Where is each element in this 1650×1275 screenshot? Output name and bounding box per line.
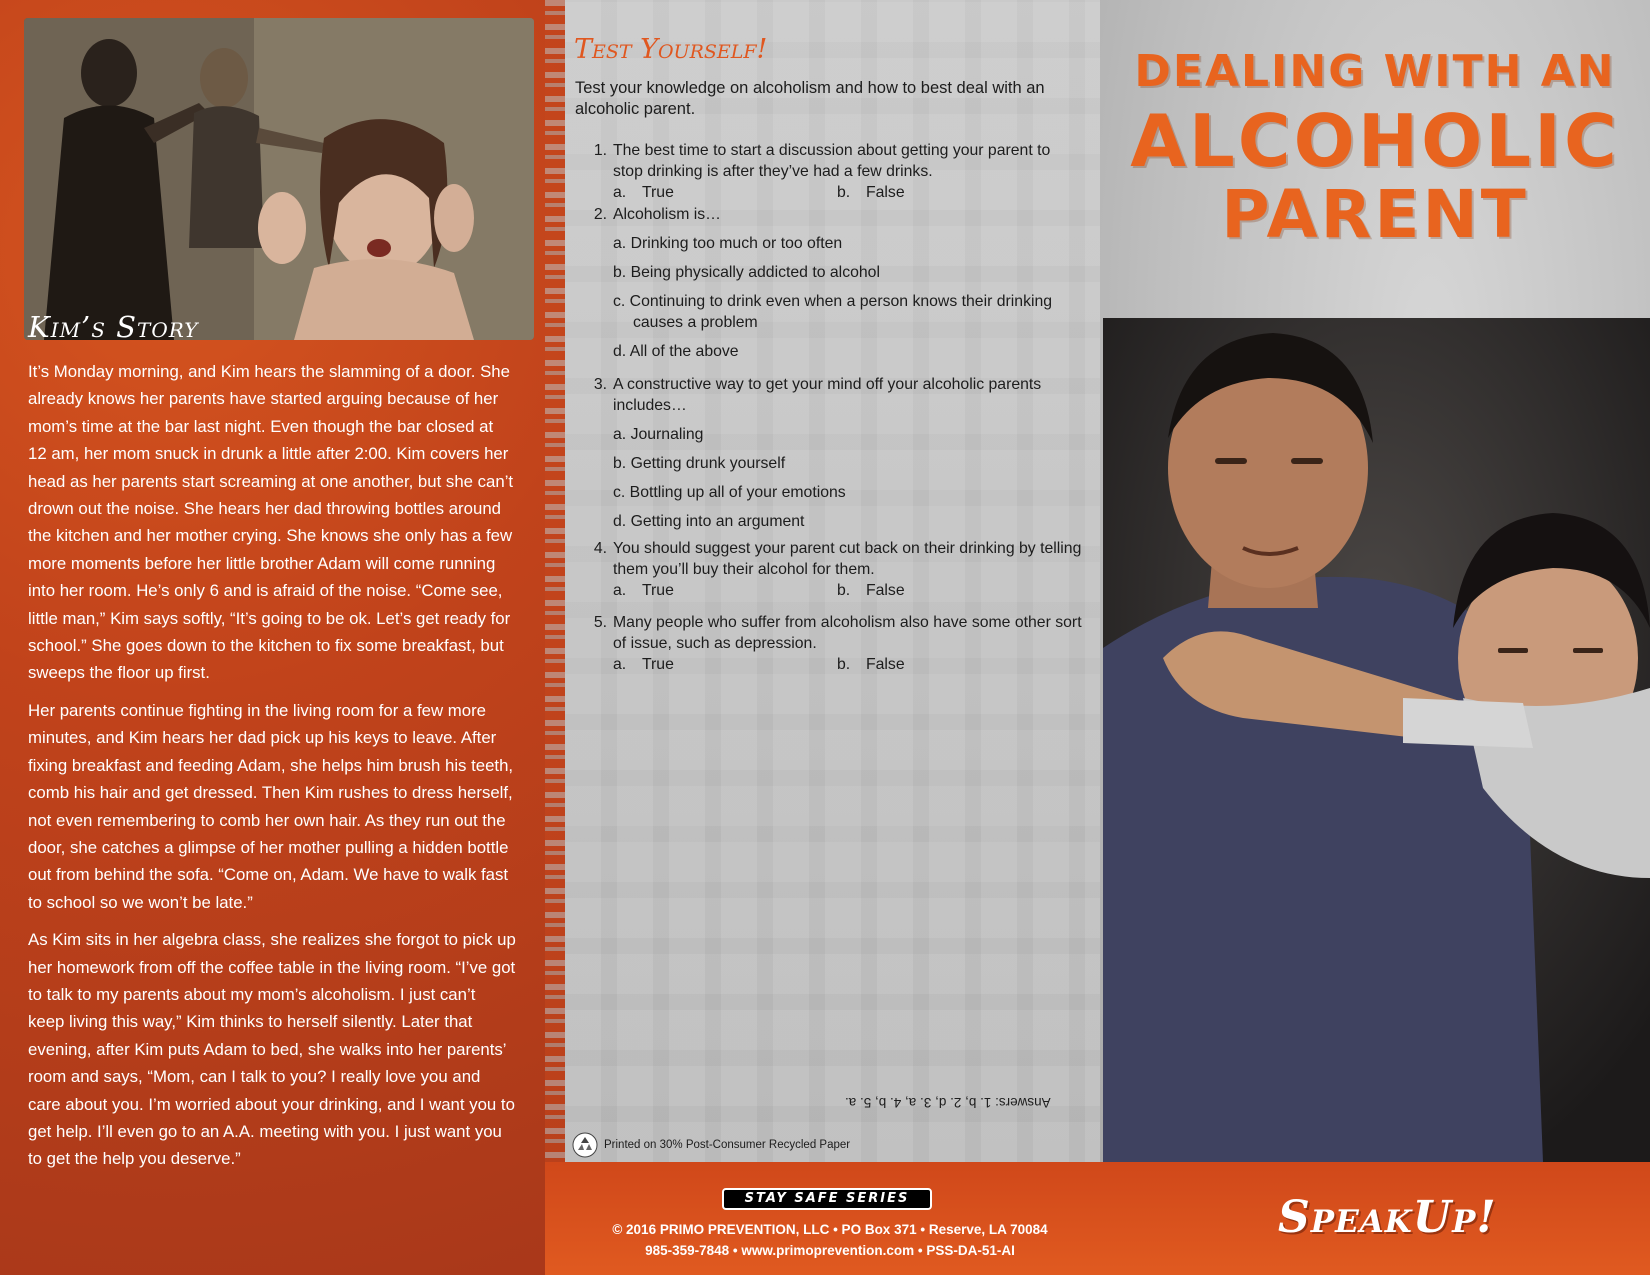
publisher-contact: 985-359-7848 • www.primoprevention.com • PSS-DA-51-AI xyxy=(645,1243,1015,1258)
option-true: a. True xyxy=(613,656,674,673)
option-d: d. All of the above xyxy=(613,343,739,360)
question-text: Alcoholism is… xyxy=(613,206,721,223)
cover-title-line1: DEALING WITH AN xyxy=(1134,46,1616,97)
option-b: b. Getting drunk yourself xyxy=(613,455,786,472)
option-c-continued: causes a problem xyxy=(633,314,758,331)
quiz-answers-upside-down: Answers: 1. b, 2. d, 3. a, 4. b, 5. a. xyxy=(845,1095,1051,1110)
arguing-photo-illustration xyxy=(24,18,534,340)
publisher-address: © 2016 PRIMO PREVENTION, LLC • PO Box 371 • Reserve, LA 70084 xyxy=(612,1222,1048,1237)
quiz-list xyxy=(583,140,1083,676)
quiz-question-1 xyxy=(583,140,1083,204)
question-number: 4. xyxy=(593,540,607,557)
true-false-options xyxy=(613,182,1083,204)
option-false: b. False xyxy=(837,184,905,201)
true-false-options xyxy=(613,580,1083,602)
story-paragraph: Her parents continue fighting in the living room for a few more minutes, and Kim hears her dad pick up his keys to leave. After fixing breakfast and feeding Adam, she helps him brush his teeth, comb his hair and get dressed. Then Kim rushes to dress herself, not even remembering to comb her own hair. As they run out the door, she catches a glimpse of her mother pulling a hidden bottle out from behind the sofa. “Come on, Adam. We have to walk fast to school so we won’t be late.” xyxy=(28,700,514,912)
true-false-options xyxy=(613,654,1083,676)
quiz-title: Test Yourself! xyxy=(574,34,768,65)
option-a: a. Drinking too much or too often xyxy=(613,235,843,252)
option-b: b. Being physically addicted to alcohol xyxy=(613,264,880,281)
cover-photo-illustration xyxy=(1103,318,1650,1162)
cover-title-line2: ALCOHOLIC xyxy=(1130,99,1620,183)
option-false: b. False xyxy=(837,656,905,673)
quiz-question-4 xyxy=(583,538,1083,612)
recycled-paper-note xyxy=(572,1132,850,1158)
option-true: a. True xyxy=(613,582,674,599)
quiz-question-2 xyxy=(583,204,1083,374)
grunge-edge-decoration xyxy=(545,0,565,1275)
story-paragraph: As Kim sits in her algebra class, she realizes she forgot to pick up her homework from off the coffee table in the living room. “I’ve got to talk to my parents about my mom’s alcoholism. I just can’t keep living this way,” Kim thinks to herself silently. Later that evening, after Kim puts Adam to bed, she walks into her parents’ room and says, “Mom, can I talk to you? I really love you and care about you. I’m worried about your drinking, and I want you to get help. I’ll even go to an A.A. meeting with you. I just want you to get the help you deserve.” xyxy=(28,930,516,1169)
cover-title xyxy=(1100,42,1650,253)
series-badge: STAY SAFE SERIES xyxy=(722,1188,932,1210)
cover-title-line3: PARENT xyxy=(1221,176,1529,253)
question-number: 1. xyxy=(593,142,607,159)
question-number: 2. xyxy=(593,206,607,223)
story-title: Kim’s Story xyxy=(28,310,199,344)
story-body xyxy=(28,358,516,1183)
question-text: You should suggest your parent cut back on their drinking by telling them you’ll buy their alcohol for them. xyxy=(613,540,1082,578)
story-paragraph: It’s Monday morning, and Kim hears the slamming of a door. She already knows her parents have started arguing because of her mom’s time at the bar last night. Even though the bar closed at 12 am, her mom snuck in drunk a little after 2:00. Kim covers her head as her parents start screaming at one another, but she can’t drown out the noise. She hears her dad throwing bottles around the kitchen and her mother crying. She knows she only has a few more moments before her little brother Adam will come running into her room. He’s only 6 and is afraid of the noise. “Come see, little man,” Kim says softly, “It’s going to be ok. Let’s get ready for school.” She goes down to the kitchen to fix some breakfast, but sweeps the floor up first. xyxy=(28,362,514,683)
option-a: a. Journaling xyxy=(613,426,704,443)
question-text: Many people who suffer from alcoholism also have some other sort of issue, such as depression. xyxy=(613,614,1082,652)
question-number: 3. xyxy=(593,376,607,393)
quiz-question-5 xyxy=(583,612,1083,676)
photo-arguing-parents xyxy=(24,18,534,340)
father-and-son-photo xyxy=(1103,318,1650,1162)
option-c: c. Continuing to drink even when a person knows their drinking xyxy=(613,293,1053,310)
speakup-logo: SpeakUp! xyxy=(1278,1192,1497,1243)
option-c: c. Bottling up all of your emotions xyxy=(613,484,846,501)
option-d: d. Getting into an argument xyxy=(613,513,805,530)
recycled-text: Printed on 30% Post-Consumer Recycled Paper xyxy=(604,1139,851,1151)
option-false: b. False xyxy=(837,582,905,599)
option-true: a. True xyxy=(613,184,674,201)
quiz-question-3 xyxy=(583,374,1083,538)
question-text: A constructive way to get your mind off your alcoholic parents includes… xyxy=(613,376,1042,414)
question-text: The best time to start a discussion about getting your parent to stop drinking is after they’ve had a few drinks. xyxy=(613,142,1051,180)
quiz-intro: Test your knowledge on alcoholism and how to best deal with an alcoholic parent. xyxy=(575,79,1045,118)
question-number: 5. xyxy=(593,614,607,631)
recycle-icon xyxy=(572,1132,598,1158)
